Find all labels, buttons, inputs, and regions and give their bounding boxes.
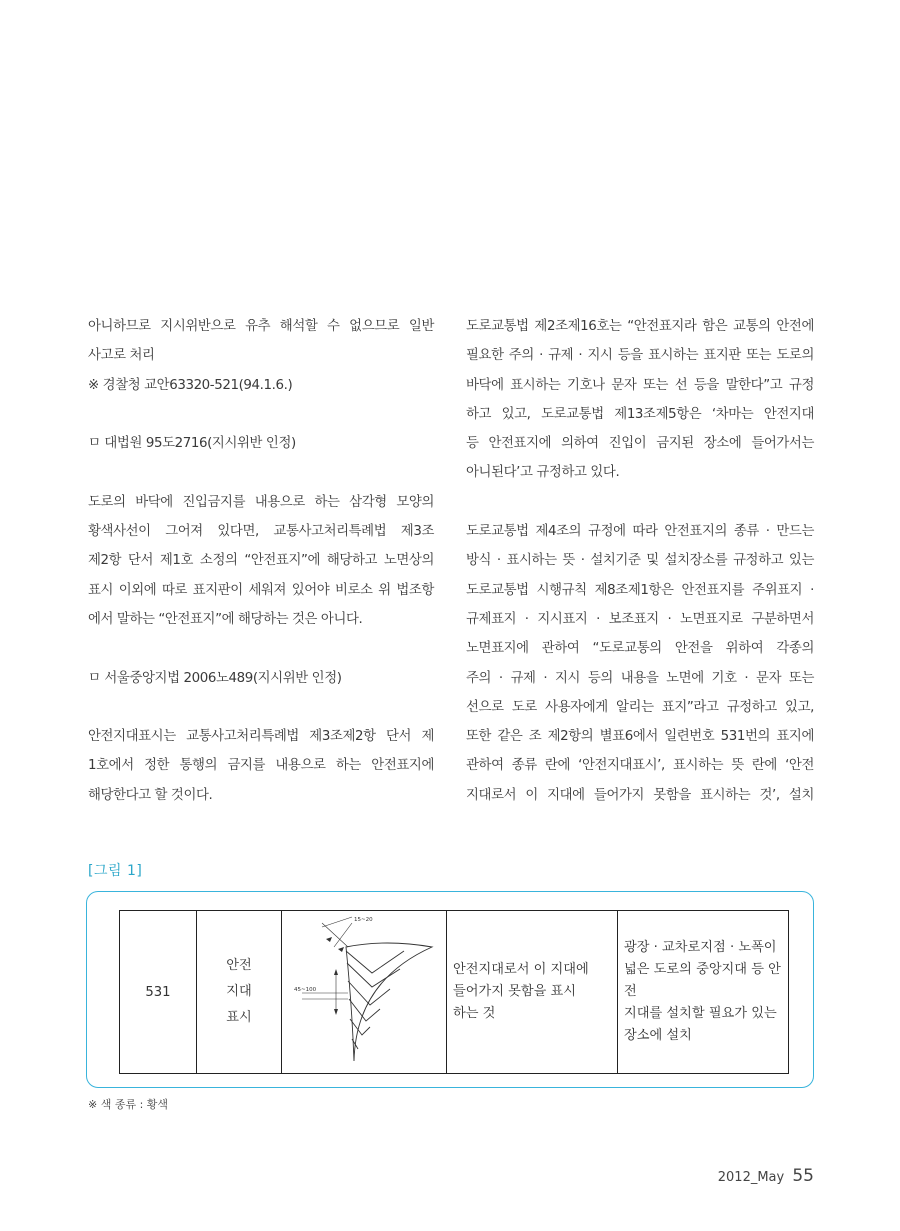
text-line: 도로교통법 시행규칙 제8조제1항은 안전표지를 주위표지 · (466, 582, 814, 598)
text-line: 도로교통법 제2조제16호는 “안전표지라 함은 교통의 안전에 (466, 319, 814, 334)
right-paragraph-2 (466, 517, 814, 810)
text-line: 노면표지에 관하여 “도로교통의 안전을 위하여 각종의 (466, 641, 814, 657)
sign-number: 531 (120, 911, 197, 1074)
text-line: 1호에서 정한 통행의 금지를 내용으로 하는 안전표지에 (88, 758, 434, 774)
text-line: 방식 · 표시하는 뜻 · 설치기준 및 설치장소를 규정하고 있는 (466, 553, 814, 569)
text-line: 바닥에 표시하는 기호나 문자 또는 선 등을 말한다”고 규정 (466, 377, 814, 393)
right-paragraph-1 (466, 312, 814, 488)
sign-figure-cell (282, 911, 447, 1074)
text-line: 황색사선이 그어져 있다면, 교통사고처리특례법 제3조 (88, 524, 434, 540)
text-line: 주의 · 규제 · 지시 등의 내용을 노면에 기호 · 문자 또는 (466, 670, 814, 686)
left-paragraph-1 (88, 312, 434, 400)
page-number: 55 (792, 1166, 814, 1186)
left-column (88, 312, 434, 810)
text-line: 또한 같은 조 제2항의 별표6에서 일련번호 531번의 표지에 (466, 729, 814, 745)
text-line: 도로의 바닥에 진입금지를 내용으로 하는 삼각형 모양의 (88, 494, 434, 510)
text-line: 선으로 도로 사용자에게 알리는 표지”라고 규정하고 있고, (466, 699, 814, 715)
right-column (466, 312, 814, 810)
case-heading-2: ㅁ 서울중앙지법 2006노489(지시위반 인정) (88, 670, 342, 686)
case-heading-1: ㅁ 대법원 95도2716(지시위반 인정) (88, 436, 296, 452)
figure-label: [그림 1] (88, 863, 143, 879)
table-row (120, 911, 789, 1074)
text-line: 등 안전표지에 의하여 진입이 금지된 장소에 들어가서는 (466, 436, 814, 452)
issue-label: 2012_May (717, 1170, 785, 1185)
left-paragraph-3 (88, 722, 434, 810)
text-line: 제2항 단서 제1호 소정의 “안전표지”에 해당하고 노면상의 (88, 553, 434, 569)
text-line: 필요한 주의 · 규제 · 지시 등을 표시하는 표지판 또는 도로의 (466, 348, 814, 364)
page-footer (718, 1166, 814, 1186)
text-line: 도로교통법 제4조의 규정에 따라 안전표지의 종류 · 만드는 (466, 524, 814, 540)
dimension-label: 15~20 (354, 917, 373, 923)
text-line: 사고로 처리 (88, 348, 155, 364)
left-paragraph-2 (88, 488, 434, 634)
color-note: ※ 색 종류 : 황색 (88, 1098, 169, 1111)
text-line: 관하여 종류 란에 ‘안전지대표시’, 표시하는 뜻 란에 ‘안전 (466, 758, 814, 774)
text-line: 하고 있고, 도로교통법 제13조제5항은 ‘차마는 안전지대 (466, 406, 814, 422)
text-line: 규제표지 · 지시표지 · 보조표지 · 노면표지로 구분하면서 (466, 611, 814, 627)
text-line: 에서 말하는 “안전표지”에 해당하는 것은 아니다. (88, 611, 363, 627)
sign-meaning: 안전지대로서 이 지대에 들어가지 못함을 표시 하는 것 (447, 911, 618, 1074)
sign-table (119, 910, 789, 1074)
text-line: 안전지대표시는 교통사고처리특례법 제3조제2항 단서 제 (88, 729, 434, 745)
sign-installation-place: 광장 · 교차로지점 · 노폭이 넓은 도로의 중앙지대 등 안전 지대를 설치할 필요가 있는 장소에 설치 (618, 911, 789, 1074)
safety-zone-marking-figure (282, 911, 446, 1073)
text-line: 해당한다고 할 것이다. (88, 787, 213, 803)
text-line: 표시 이외에 따로 표지판이 세워져 있어야 비로소 위 법조항 (88, 582, 434, 598)
text-line: 아니하므로 지시위반으로 유추 해석할 수 없으므로 일반 (88, 319, 434, 334)
dimension-label: 45~100 (294, 987, 317, 993)
text-line: 지대로서 이 지대에 들어가지 못함을 표시하는 것’, 설치 (466, 787, 814, 803)
text-line: 아니된다’고 규정하고 있다. (466, 465, 620, 481)
sign-name: 안전 지대 표시 (197, 911, 282, 1074)
citation: ※ 경찰청 교안63320-521(94.1.6.) (88, 377, 293, 393)
